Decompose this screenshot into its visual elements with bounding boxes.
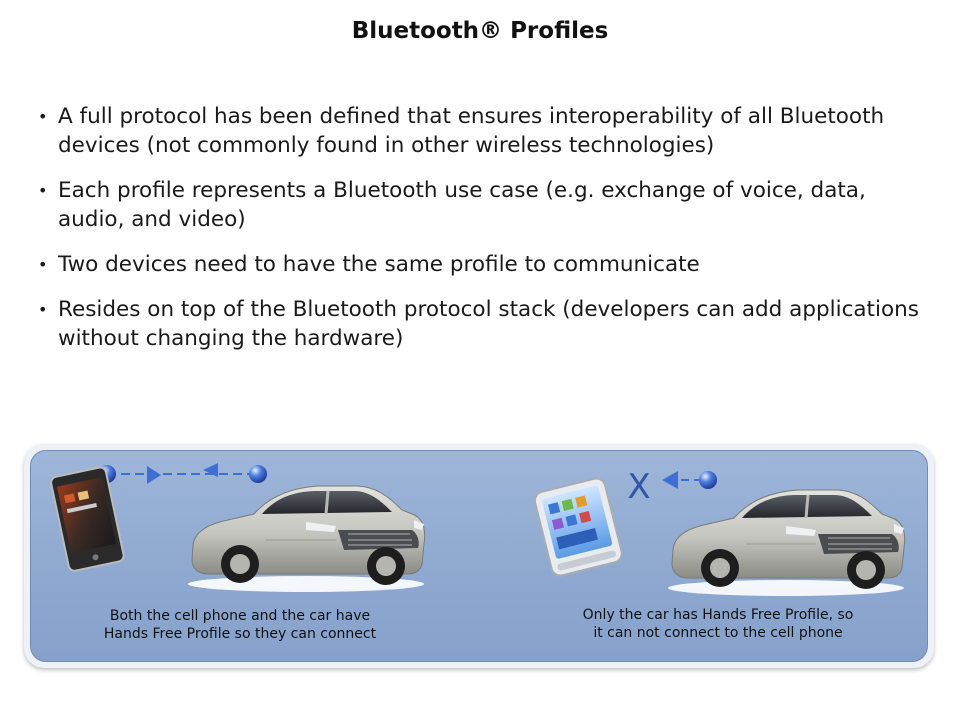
bullet-text: Two devices need to have the same profile to communicate	[58, 252, 700, 277]
right-caption-line: Only the car has Hands Free Profile, so	[582, 607, 854, 623]
left-caption-line: Both the cell phone and the car have	[109, 608, 371, 624]
bullet-dot: •	[38, 300, 48, 319]
left-caption	[70, 607, 410, 643]
no-connection-mark: X	[627, 467, 651, 507]
bullet-text: Resides on top of the Bluetooth protocol stack (developers can add applications without changing the hardware)	[58, 297, 919, 351]
bullet-dot: •	[38, 107, 48, 126]
car-icon	[668, 490, 905, 596]
arrow-left-icon	[662, 471, 678, 489]
arrow-right-icon	[147, 466, 161, 484]
smartphone-icon	[50, 466, 125, 572]
bluetooth-node-icon	[699, 471, 717, 489]
bullet-text: A full protocol has been defined that ensures interoperability of all Bluetooth devices (not commonly found in other wireless technologies)	[58, 104, 885, 158]
car-icon	[188, 486, 425, 592]
bullet-dot: •	[38, 181, 48, 200]
bluetooth-node-icon	[249, 465, 267, 483]
slide-title: Bluetooth® Profiles	[351, 18, 609, 44]
left-caption-line: Hands Free Profile so they can connect	[103, 626, 377, 642]
right-connection	[627, 467, 717, 507]
bullet-dot: •	[38, 255, 48, 274]
bullet-text: Each profile represents a Bluetooth use case (e.g. exchange of voice, data, audio, and video)	[58, 178, 866, 232]
right-caption-line: it can not connect to the cell phone	[593, 625, 843, 641]
right-caption	[548, 606, 888, 642]
pda-phone-icon	[533, 477, 624, 578]
left-connection	[98, 463, 267, 484]
